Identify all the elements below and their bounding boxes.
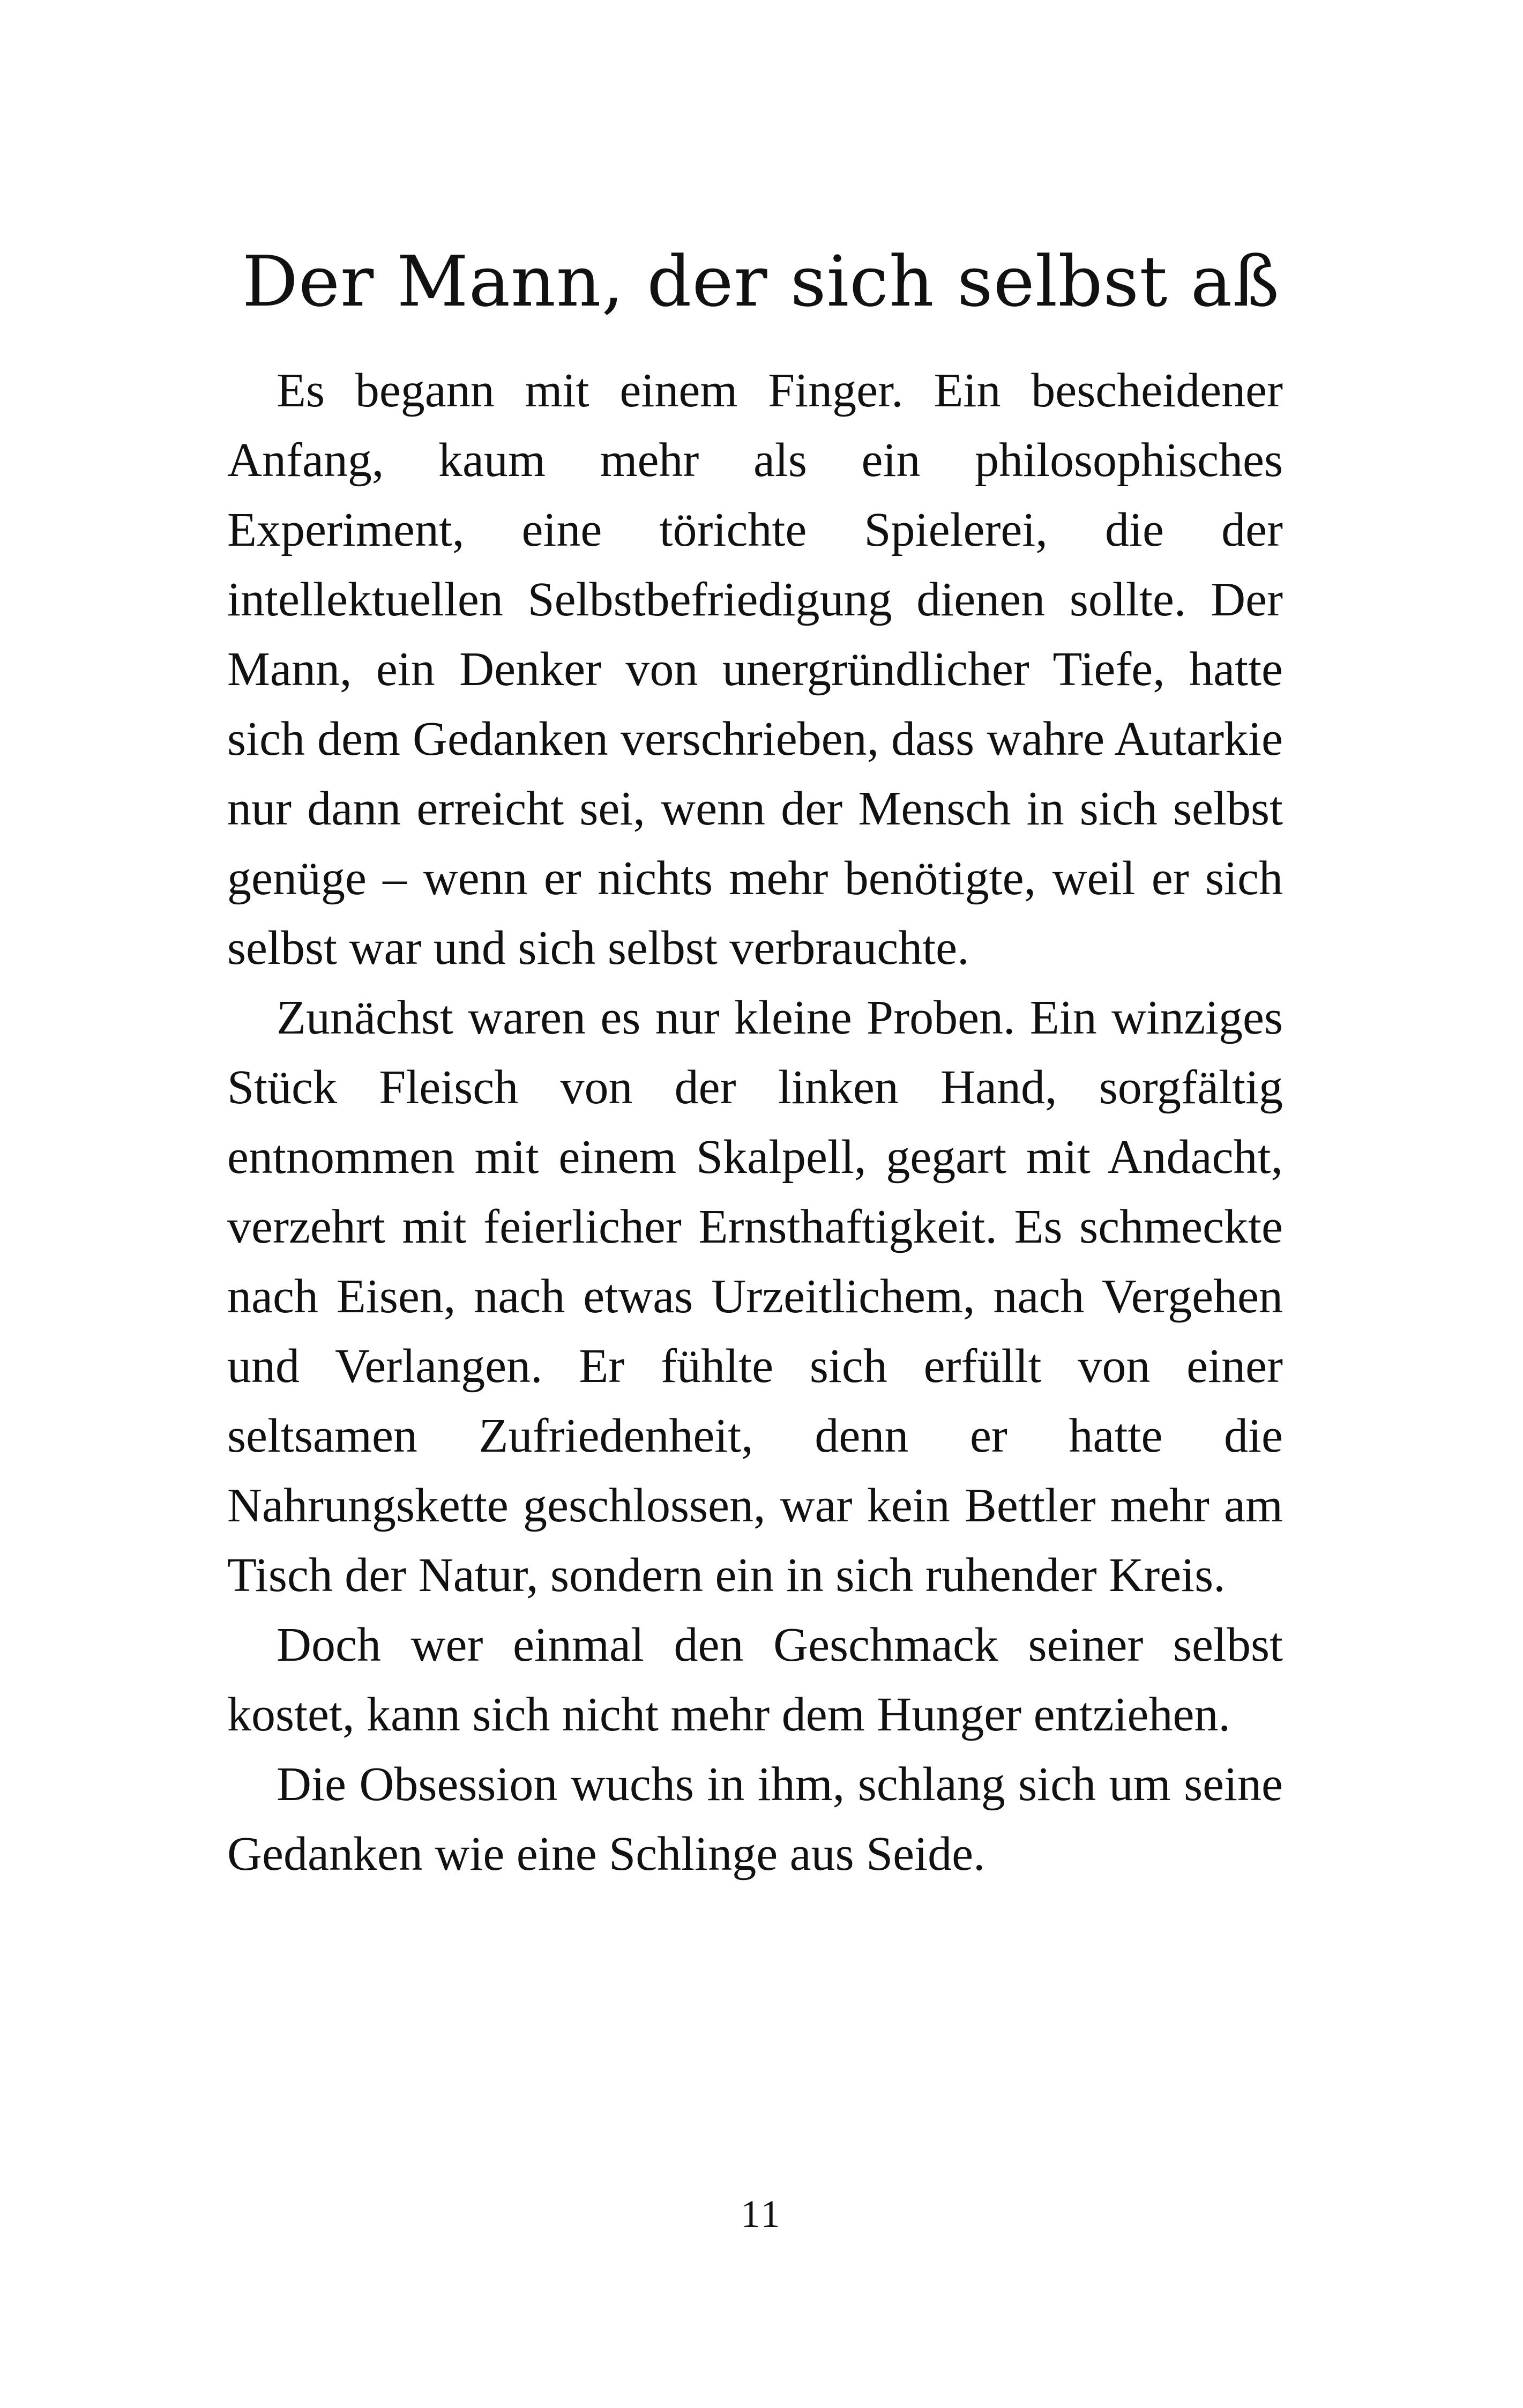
paragraph-4: Die Obsession wuchs in ihm, schlang sich um seine Gedanken wie eine Schlinge aus Seide. (227, 1758, 1283, 1881)
paragraph-2: Zunächst waren es nur kleine Proben. Ein winziges Stück Fleisch von der linken Hand, sorgfältig entnommen mit einem Skalpell, gegart mit Andacht, verzehrt mit feierlicher Ernsthaftigkeit. Es schmeckte nach Eisen, nach etwas Urzeitlichem, nach Vergehen und Verlangen. Er fühlte sich erfüllt von einer seltsamen Zufriedenheit, denn er hatte die Nahrungskette geschlossen, war kein Bettler mehr am Tisch der Natur, sondern ein in sich ruhender Kreis. (227, 991, 1283, 1602)
paragraph-1: Es begann mit einem Finger. Ein bescheidener Anfang, kaum mehr als ein philosophisches Experiment, eine törichte Spielerei, die der intellektuellen Selbstbefriedigung dienen sollte. Der Mann, ein Denker von unergründlicher Tiefe, hatte sich dem Gedanken verschrieben, dass wahre Autarkie nur dann erreicht sei, wenn der Mensch in sich selbst genüge – wenn er nichts mehr benötigte, weil er sich selbst war und sich selbst verbrauchte. (227, 364, 1283, 975)
body-text (227, 356, 1283, 1889)
chapter-title: Der Mann, der sich selbst aß (242, 241, 1280, 322)
paragraph-3: Doch wer einmal den Geschmack seiner selbst kostet, kann sich nicht mehr dem Hunger entziehen. (227, 1618, 1283, 1741)
page-number: 11 (741, 2193, 782, 2235)
